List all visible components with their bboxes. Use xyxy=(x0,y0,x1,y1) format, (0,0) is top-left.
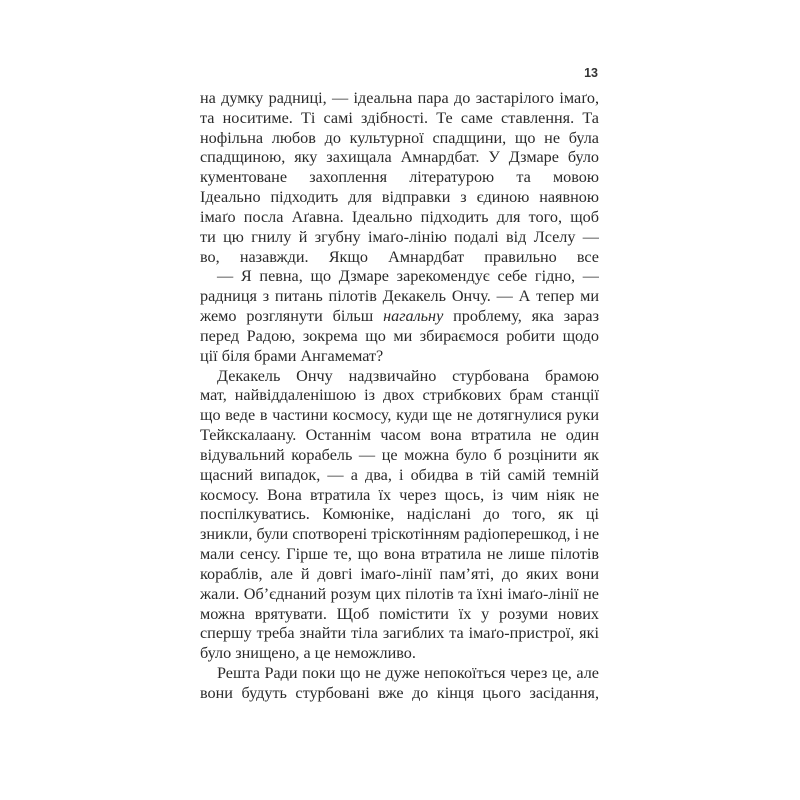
text-line: імаґо посла Аґавна. Ідеально підходить для того, щоб xyxy=(200,207,599,226)
text-line: Решта Ради поки що не дуже непокоїться через це, але xyxy=(217,664,599,683)
text-line: — Я певна, що Дзмаре зарекомендує себе гідно, — xyxy=(217,267,599,286)
text-line: перед Радою, зокрема що ми збираємося робити щодо xyxy=(200,326,599,345)
text-line: кораблів, але й довгі імаґо-лінії пам’яті, до яких вони xyxy=(200,564,599,583)
text-line: Декакель Ончу надзвичайно стурбована брамою xyxy=(217,366,599,385)
italic-emphasis: нагальну xyxy=(383,307,444,326)
text-line: можна врятувати. Щоб помістити їх у розуми нових xyxy=(200,604,599,623)
text-line: Тейкскалаану. Останнім часом вона втратила не один xyxy=(200,426,599,445)
text-line: відувальний корабель — це можна було б розцінити як xyxy=(200,445,599,464)
text-line: космосу. Вона втратила їх через щось, із чим ніяк не xyxy=(200,485,599,504)
text-line: зникли, були спотворені тріскотінням радіоперешкод, і не xyxy=(200,525,599,544)
text-segment: жемо розглянути більш xyxy=(200,307,384,326)
text-line: спершу треба знайти тіла загиблих та імаґо-пристрої, які xyxy=(200,624,599,643)
text-line: поспілкуватись. Комюніке, надіслані до того, як ці xyxy=(200,505,599,524)
page-number: 13 xyxy=(584,66,598,80)
text-line: вони будуть стурбовані вже до кінця цього засідання, xyxy=(200,683,599,702)
text-line: щасний випадок, — а два, і обидва в тій самій темній xyxy=(200,465,599,484)
text-line: на думку радниці, — ідеальна пара до застарілого імаґо, xyxy=(200,89,599,107)
text-line: ції біля брами Ангамемат? xyxy=(200,346,384,365)
text-line: що веде в частини космосу, куди ще не дотягнулися руки xyxy=(200,406,599,425)
text-line: кументоване захоплення літературою та мовою xyxy=(200,168,599,187)
text-line: жали. Об’єднаний розум цих пілотів та їхні імаґо-лінії не xyxy=(200,584,599,603)
text-segment: проблему, яка зараз xyxy=(453,307,599,326)
text-line: ти цю гнилу й згубну імаґо-лінію подалі від Лселу — xyxy=(200,227,599,246)
text-line: Ідеально підходить для відправки з єдиною наявною xyxy=(200,188,599,207)
text-line: мали сенсу. Гірше те, що вона втратила не лише пілотів xyxy=(200,545,599,564)
text-line xyxy=(200,307,599,327)
text-line: було знищено, а це неможливо. xyxy=(200,644,416,663)
text-line: нофільна любов до культурної спадщини, що не була xyxy=(200,128,599,147)
text-line: во, назавжди. Якщо Амнардбат правильно все xyxy=(200,247,599,266)
text-line: мат, найвіддаленішою із двох стрибкових брам станції xyxy=(200,386,599,405)
body-text xyxy=(200,89,599,704)
text-line: та носитиме. Ті самі здібності. Те саме ставлення. Та xyxy=(200,108,599,127)
text-line: радниця з питань пілотів Декакель Ончу. — А тепер ми xyxy=(200,287,599,306)
text-line: спадщиною, яку захищала Амнардбат. У Дзмаре було xyxy=(200,148,599,167)
